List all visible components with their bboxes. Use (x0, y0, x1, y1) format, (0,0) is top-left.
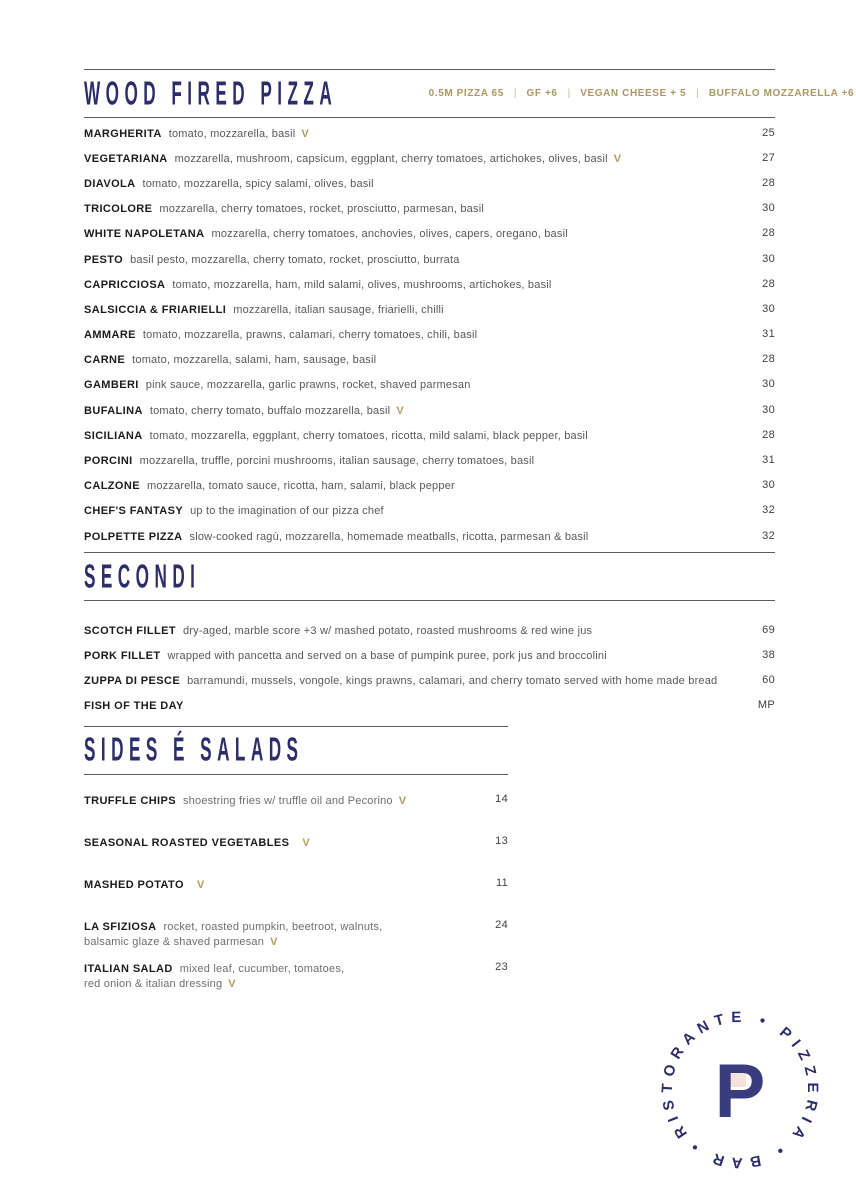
item-name: DIAVOLA (84, 177, 136, 190)
menu-item-row (84, 693, 775, 718)
menu-item-text (84, 621, 598, 639)
logo-monogram: P (714, 1049, 766, 1134)
vegan-marker: V (228, 977, 236, 990)
menu-item-text (84, 300, 450, 318)
menu-item-row (84, 668, 775, 693)
secondi-items-list (84, 601, 775, 726)
menu-item-row (84, 196, 775, 221)
item-name: TRUFFLE CHIPS (84, 794, 176, 807)
menu-item-text (84, 224, 574, 242)
menu-item-text (84, 476, 461, 494)
item-name: POLPETTE PIZZA (84, 530, 183, 543)
item-description: shoestring fries w/ truffle oil and Pecorino (182, 794, 393, 807)
menu-item-text (84, 835, 310, 865)
item-description: tomato, mozzarella, basil (168, 127, 296, 140)
item-name: CHEF'S FANTASY (84, 505, 184, 518)
vegan-marker: V (396, 404, 404, 417)
menu-item-row (84, 498, 775, 523)
item-name: CARNE (84, 354, 126, 367)
item-name: PORK FILLET (84, 649, 161, 662)
menu-item-row (84, 523, 775, 548)
header-annotation (558, 88, 687, 99)
item-description: wrapped with pancetta and served on a base of pumpink puree, pork jus and broccolini (167, 649, 607, 662)
item-price: 13 (495, 834, 508, 847)
menu-item-row (84, 642, 775, 667)
annotation-separator: | (567, 88, 571, 99)
item-description: pink sauce, mozzarella, garlic prawns, rocket, shaved parmesan (145, 379, 471, 392)
pizza-header-notes (409, 88, 854, 99)
annotation-label: VEGAN CHEESE + 5 (580, 88, 687, 99)
item-description-continued: balsamic glaze & shaved parmesan (84, 935, 265, 948)
vegan-marker: V (613, 152, 622, 165)
item-name: WHITE NAPOLETANA (84, 228, 205, 241)
item-name: AMMARE (84, 329, 136, 342)
item-name: SCOTCH FILLET (84, 624, 176, 637)
item-name: VEGETARIANA (84, 152, 168, 165)
menu-item-text (84, 350, 382, 368)
menu-item-text (84, 149, 621, 167)
item-price: 30 (762, 302, 775, 315)
menu-item-row (84, 877, 508, 907)
menu-item-text (84, 124, 309, 142)
menu-item-row (84, 372, 775, 397)
sides-section (84, 726, 508, 991)
menu-item-text (84, 451, 540, 469)
menu-item-text (84, 671, 723, 689)
menu-item-text (84, 696, 197, 714)
menu-item-text (84, 275, 558, 293)
item-price: 60 (762, 674, 775, 687)
item-price: 31 (762, 328, 775, 341)
item-price: 31 (762, 454, 775, 467)
item-price: 38 (762, 648, 775, 661)
item-description: barramundi, mussels, vongole, kings prawns, calamari, and cherry tomato served with home made bread (187, 675, 718, 688)
item-description-continued: red onion & italian dressing (84, 977, 223, 990)
item-price: 28 (762, 227, 775, 240)
item-price: 23 (495, 960, 508, 973)
item-price: 30 (762, 202, 775, 215)
menu-item-text (84, 919, 388, 949)
item-price: 30 (762, 252, 775, 265)
sides-items-list (84, 775, 508, 991)
item-name: MARGHERITA (84, 127, 162, 140)
menu-item-row (84, 170, 775, 195)
sides-section-title: SIDES É SALADS (84, 730, 304, 769)
item-description-line2 (84, 976, 350, 991)
pizza-section-title: WOOD FIRED PIZZA (84, 74, 338, 112)
item-price: 32 (762, 504, 775, 517)
item-description: tomato, mozzarella, salami, ham, sausage, basil (132, 354, 377, 367)
item-price: 11 (495, 876, 508, 889)
item-price: 69 (762, 623, 775, 636)
item-description: mozzarella, italian sausage, friarielli, chilli (233, 303, 444, 316)
annotation-separator: | (696, 88, 699, 99)
menu-item-row (84, 397, 775, 422)
item-price: 14 (495, 792, 508, 805)
item-name: ZUPPA DI PESCE (84, 675, 181, 688)
menu-item-row (84, 246, 775, 271)
annotation-label: BUFFALO MOZZARELLA +6 (708, 88, 855, 99)
annotation-separator: | (513, 88, 517, 99)
item-description: tomato, mozzarella, ham, mild salami, olives, mushrooms, artichokes, basil (172, 278, 552, 291)
item-name: MASHED POTATO (84, 878, 184, 891)
item-description: tomato, cherry tomato, buffalo mozzarella, basil (149, 404, 391, 417)
item-price: 30 (762, 479, 775, 492)
menu-item-text (84, 646, 613, 664)
item-price: 25 (762, 126, 775, 139)
header-annotation (686, 88, 854, 99)
item-description: slow-cooked ragù, mozzarella, homemade meatballs, ricotta, parmesan & basil (189, 530, 589, 543)
item-name: ITALIAN SALAD (84, 962, 173, 975)
menu-item-row (84, 145, 775, 170)
menu-item-row (84, 296, 775, 321)
annotation-label: 0.5M PIZZA 65 (428, 88, 504, 99)
menu-item-text (84, 375, 477, 393)
item-price: 27 (762, 151, 775, 164)
item-name: CALZONE (84, 480, 140, 493)
menu-item-text (84, 426, 594, 444)
menu-item-row (84, 120, 775, 145)
item-price: 28 (762, 176, 775, 189)
menu-item-text (84, 250, 466, 268)
item-description: mozzarella, cherry tomatoes, rocket, prosciutto, parmesan, basil (159, 203, 484, 216)
annotation-label: GF +6 (526, 88, 558, 99)
menu-item-row (84, 422, 775, 447)
menu-item-row (84, 347, 775, 372)
item-price: 28 (762, 353, 775, 366)
item-price: MP (757, 699, 775, 712)
item-name: TRICOLORE (84, 203, 153, 216)
item-description-line2 (84, 850, 310, 865)
item-name: PORCINI (84, 455, 133, 468)
item-name: CAPRICCIOSA (84, 278, 166, 291)
secondi-section-header (84, 553, 775, 600)
menu-page (84, 0, 855, 1003)
vegan-marker: V (302, 836, 310, 849)
logo-circle-text: RISTORANTE • PIZZERIA • BAR • (658, 1008, 822, 1172)
pizza-section-header (84, 70, 855, 117)
menu-item-row (84, 221, 775, 246)
item-description: mozzarella, mushroom, capsicum, eggplant, cherry tomatoes, artichokes, olives, basil (174, 152, 608, 165)
menu-item-row (84, 473, 775, 498)
item-price: 30 (762, 378, 775, 391)
item-description-line2 (84, 808, 406, 823)
item-description-line2 (84, 892, 204, 907)
menu-item-text (84, 961, 350, 991)
item-price: 28 (762, 277, 775, 290)
item-description: dry-aged, marble score +3 w/ mashed potato, roasted mushrooms & red wine jus (182, 624, 593, 637)
menu-item-text (84, 174, 380, 192)
pizza-items-list (84, 118, 775, 552)
vegan-marker: V (398, 794, 407, 807)
sides-section-header (84, 727, 508, 774)
item-description: tomato, mozzarella, prawns, calamari, cherry tomatoes, chili, basil (142, 329, 478, 342)
menu-item-row (84, 617, 775, 642)
item-description: tomato, mozzarella, eggplant, cherry tomatoes, ricotta, mild salami, black pepper, basil (149, 429, 588, 442)
menu-item-row (84, 835, 508, 865)
menu-item-text (84, 527, 594, 545)
header-annotation (504, 88, 558, 99)
item-name: SALSICCIA & FRIARIELLI (84, 303, 227, 316)
item-price: 32 (762, 529, 775, 542)
logo-graphic (655, 1005, 825, 1175)
item-description-line2 (84, 934, 388, 949)
item-description: mozzarella, truffle, porcini mushrooms, italian sausage, cherry tomatoes, basil (139, 455, 535, 468)
menu-item-text (84, 401, 404, 419)
item-price: 30 (762, 403, 775, 416)
menu-item-text (84, 877, 204, 907)
vegan-marker: V (196, 878, 205, 891)
item-description: rocket, roasted pumpkin, beetroot, walnuts, (163, 920, 383, 933)
menu-item-text (84, 793, 406, 823)
item-description: basil pesto, mozzarella, cherry tomato, rocket, prosciutto, burrata (130, 253, 460, 266)
menu-item-text (84, 325, 483, 343)
menu-item-row (84, 793, 508, 823)
item-name: FISH OF THE DAY (84, 700, 184, 713)
menu-item-row (84, 447, 775, 472)
header-annotation (409, 88, 504, 99)
item-description: mozzarella, cherry tomatoes, anchovies, olives, capers, oregano, basil (211, 228, 568, 241)
menu-item-text (84, 199, 490, 217)
item-description: tomato, mozzarella, spicy salami, olives, basil (142, 177, 374, 190)
secondi-section-title: SECONDI (84, 557, 201, 595)
item-price: 28 (762, 428, 775, 441)
menu-item-row (84, 919, 508, 949)
item-name: GAMBERI (84, 379, 139, 392)
item-description: up to the imagination of our pizza chef (190, 505, 384, 518)
menu-item-row (84, 271, 775, 296)
vegan-marker: V (270, 935, 278, 948)
menu-item-row (84, 322, 775, 347)
item-name: LA SFIZIOSA (84, 920, 157, 933)
vegan-marker: V (301, 127, 309, 140)
item-description: mixed leaf, cucumber, tomatoes, (179, 962, 345, 975)
item-name: PESTO (84, 253, 124, 266)
item-name: SICILIANA (84, 429, 143, 442)
restaurant-logo (655, 1005, 825, 1175)
item-price: 24 (495, 918, 508, 931)
item-name: BUFALINA (84, 404, 143, 417)
item-description: mozzarella, tomato sauce, ricotta, ham, salami, black pepper (146, 480, 455, 493)
menu-item-text (84, 501, 390, 519)
menu-item-row (84, 961, 508, 991)
item-name: SEASONAL ROASTED VEGETABLES (84, 836, 290, 849)
